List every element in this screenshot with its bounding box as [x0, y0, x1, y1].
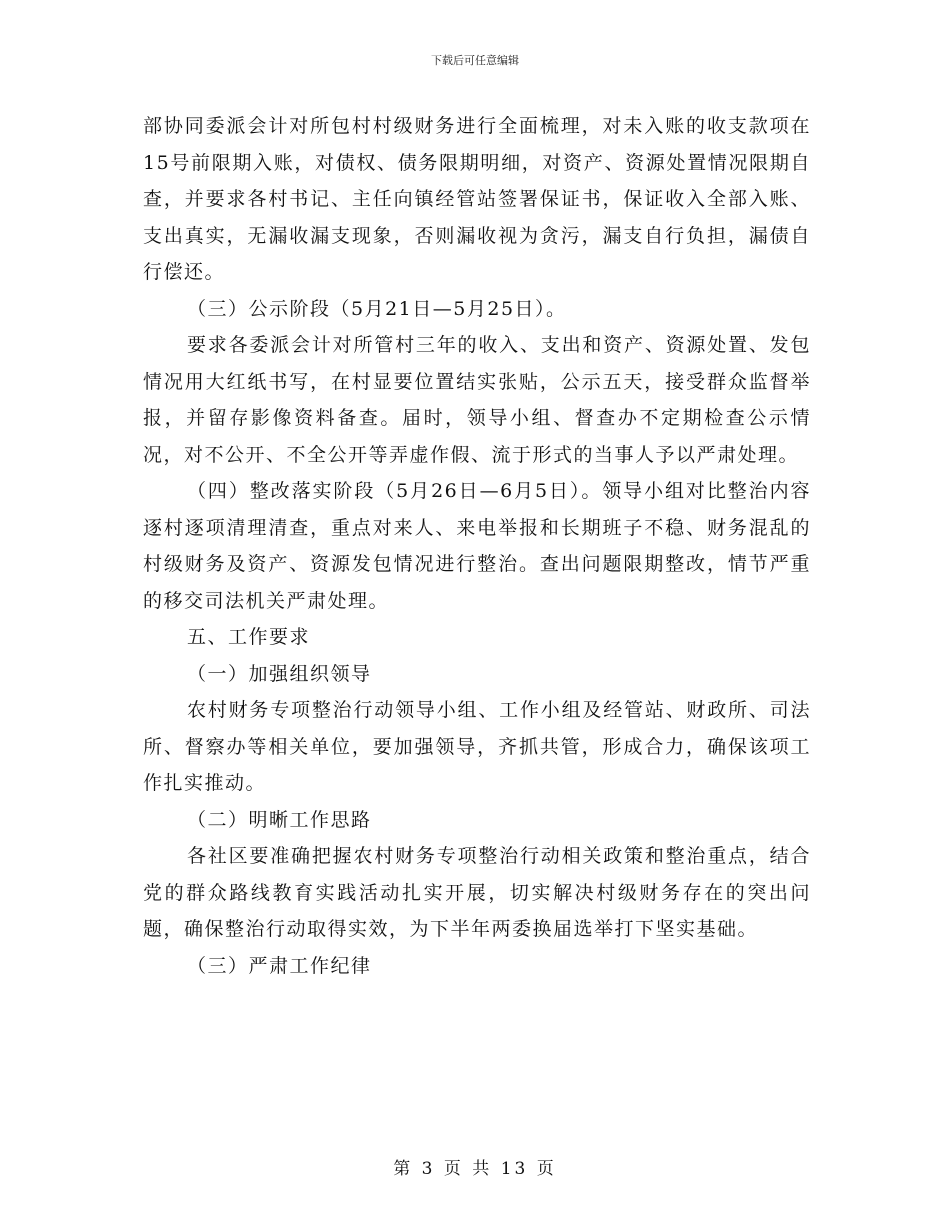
section-heading: 五、工作要求 [187, 626, 311, 648]
body-paragraph: 部协同委派会计对所包村村级财务进行全面梳理，对未入账的收支款项在15号前限期入账，对债权、债务限期明细，对资产、资源处置情况限期自查，并要求各村书记、主任向镇经管站签署保证书，保证收入全部入账、支出真实，无漏收漏支现象，否则漏收视为贪污，漏支自行负担，漏债自行偿还。 [143, 115, 811, 283]
body-paragraph: 各社区要准确把握农村财务专项整治行动相关政策和整治重点，结合党的群众路线教育实践活动扎实开展，切实解决村级财务存在的突出问题，确保整治行动取得实效，为下半年两委换届选举打下坚实基础。 [143, 845, 811, 940]
body-paragraph: 要求各委派会计对所管村三年的收入、支出和资产、资源处置、发包情况用大红纸书写，在村显要位置结实张贴，公示五天，接受群众监督举报，并留存影像资料备查。届时，领导小组、督查办不定期检查公示情况，对不公开、不全公开等弄虚作假、流于形式的当事人予以严肃处理。 [143, 334, 811, 466]
section-heading: （一）加强组织领导 [187, 662, 372, 685]
document-body [143, 108, 811, 984]
page-number-footer: 第 3 页 共 13 页 [393, 1159, 557, 1179]
body-paragraph: （四）整改落实阶段（5月26日—6月5日）。领导小组对比整治内容逐村逐项清理清查，重点对来人、来电举报和长期班子不稳、财务混乱的村级财务及资产、资源发包情况进行整治。查出问题限期整改，情节严重的移交司法机关严肃处理。 [143, 480, 811, 612]
section-heading: （二）明晰工作思路 [187, 808, 372, 831]
section-heading: （三）严肃工作纪律 [187, 954, 372, 977]
section-heading: （三）公示阶段（5月21日—5月25日）。 [187, 297, 567, 320]
body-paragraph: 农村财务专项整治行动领导小组、工作小组及经管站、财政所、司法所、督察办等相关单位，要加强领导，齐抓共管，形成合力，确保该项工作扎实推动。 [143, 699, 811, 794]
page-header: 下载后可任意编辑 [431, 54, 519, 67]
